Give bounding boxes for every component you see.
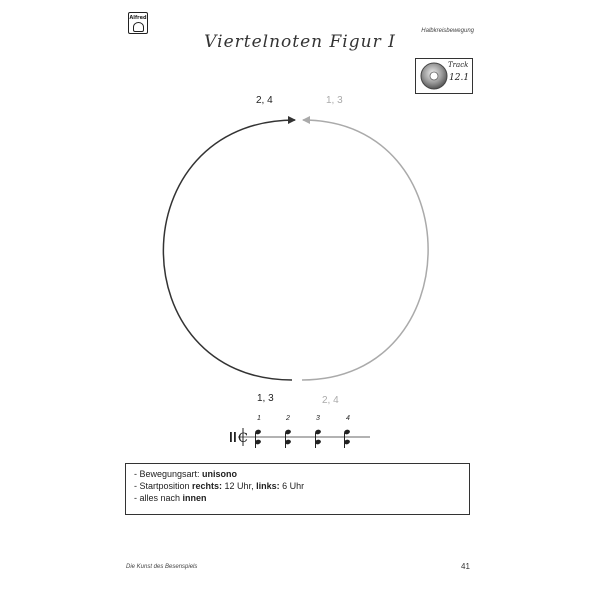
cut-time-icon: C: [238, 431, 248, 446]
percussion-clef-icon: [230, 432, 232, 442]
bottom-right-label: 2, 4: [322, 395, 339, 406]
note-2: [284, 429, 291, 448]
note-3: [314, 429, 321, 448]
beat-2: 2: [286, 415, 290, 422]
notation-staff: [230, 428, 370, 448]
left-arc-arrow: [163, 120, 295, 380]
instruction-line-2: - Startposition rechts: 12 Uhr, links: 6 Uhr: [134, 481, 305, 491]
beat-3: 3: [316, 415, 320, 422]
footer-book-title: Die Kunst des Besenspiels: [126, 564, 198, 570]
bottom-left-label: 1, 3: [257, 393, 274, 404]
beat-1: 1: [257, 415, 261, 422]
top-right-label: 1, 3: [326, 95, 343, 106]
logo-text: Alfred: [129, 14, 147, 21]
beat-4: 4: [346, 415, 350, 422]
track-word: Track: [448, 61, 469, 69]
note-1: [254, 429, 261, 448]
right-arc-arrow: [302, 120, 428, 380]
instruction-line-1: - Bewegungsart: unisono: [134, 469, 238, 479]
section-title: Halbkreisbewegung: [421, 28, 474, 34]
top-left-label: 2, 4: [256, 95, 273, 106]
note-4: [343, 429, 350, 448]
track-number: 12.1: [449, 73, 470, 83]
page-title: Viertelnoten Figur I: [204, 32, 396, 52]
instructions-box: [125, 463, 470, 515]
instruction-line-3: - alles nach innen: [134, 493, 207, 503]
page-number: 41: [461, 562, 470, 571]
